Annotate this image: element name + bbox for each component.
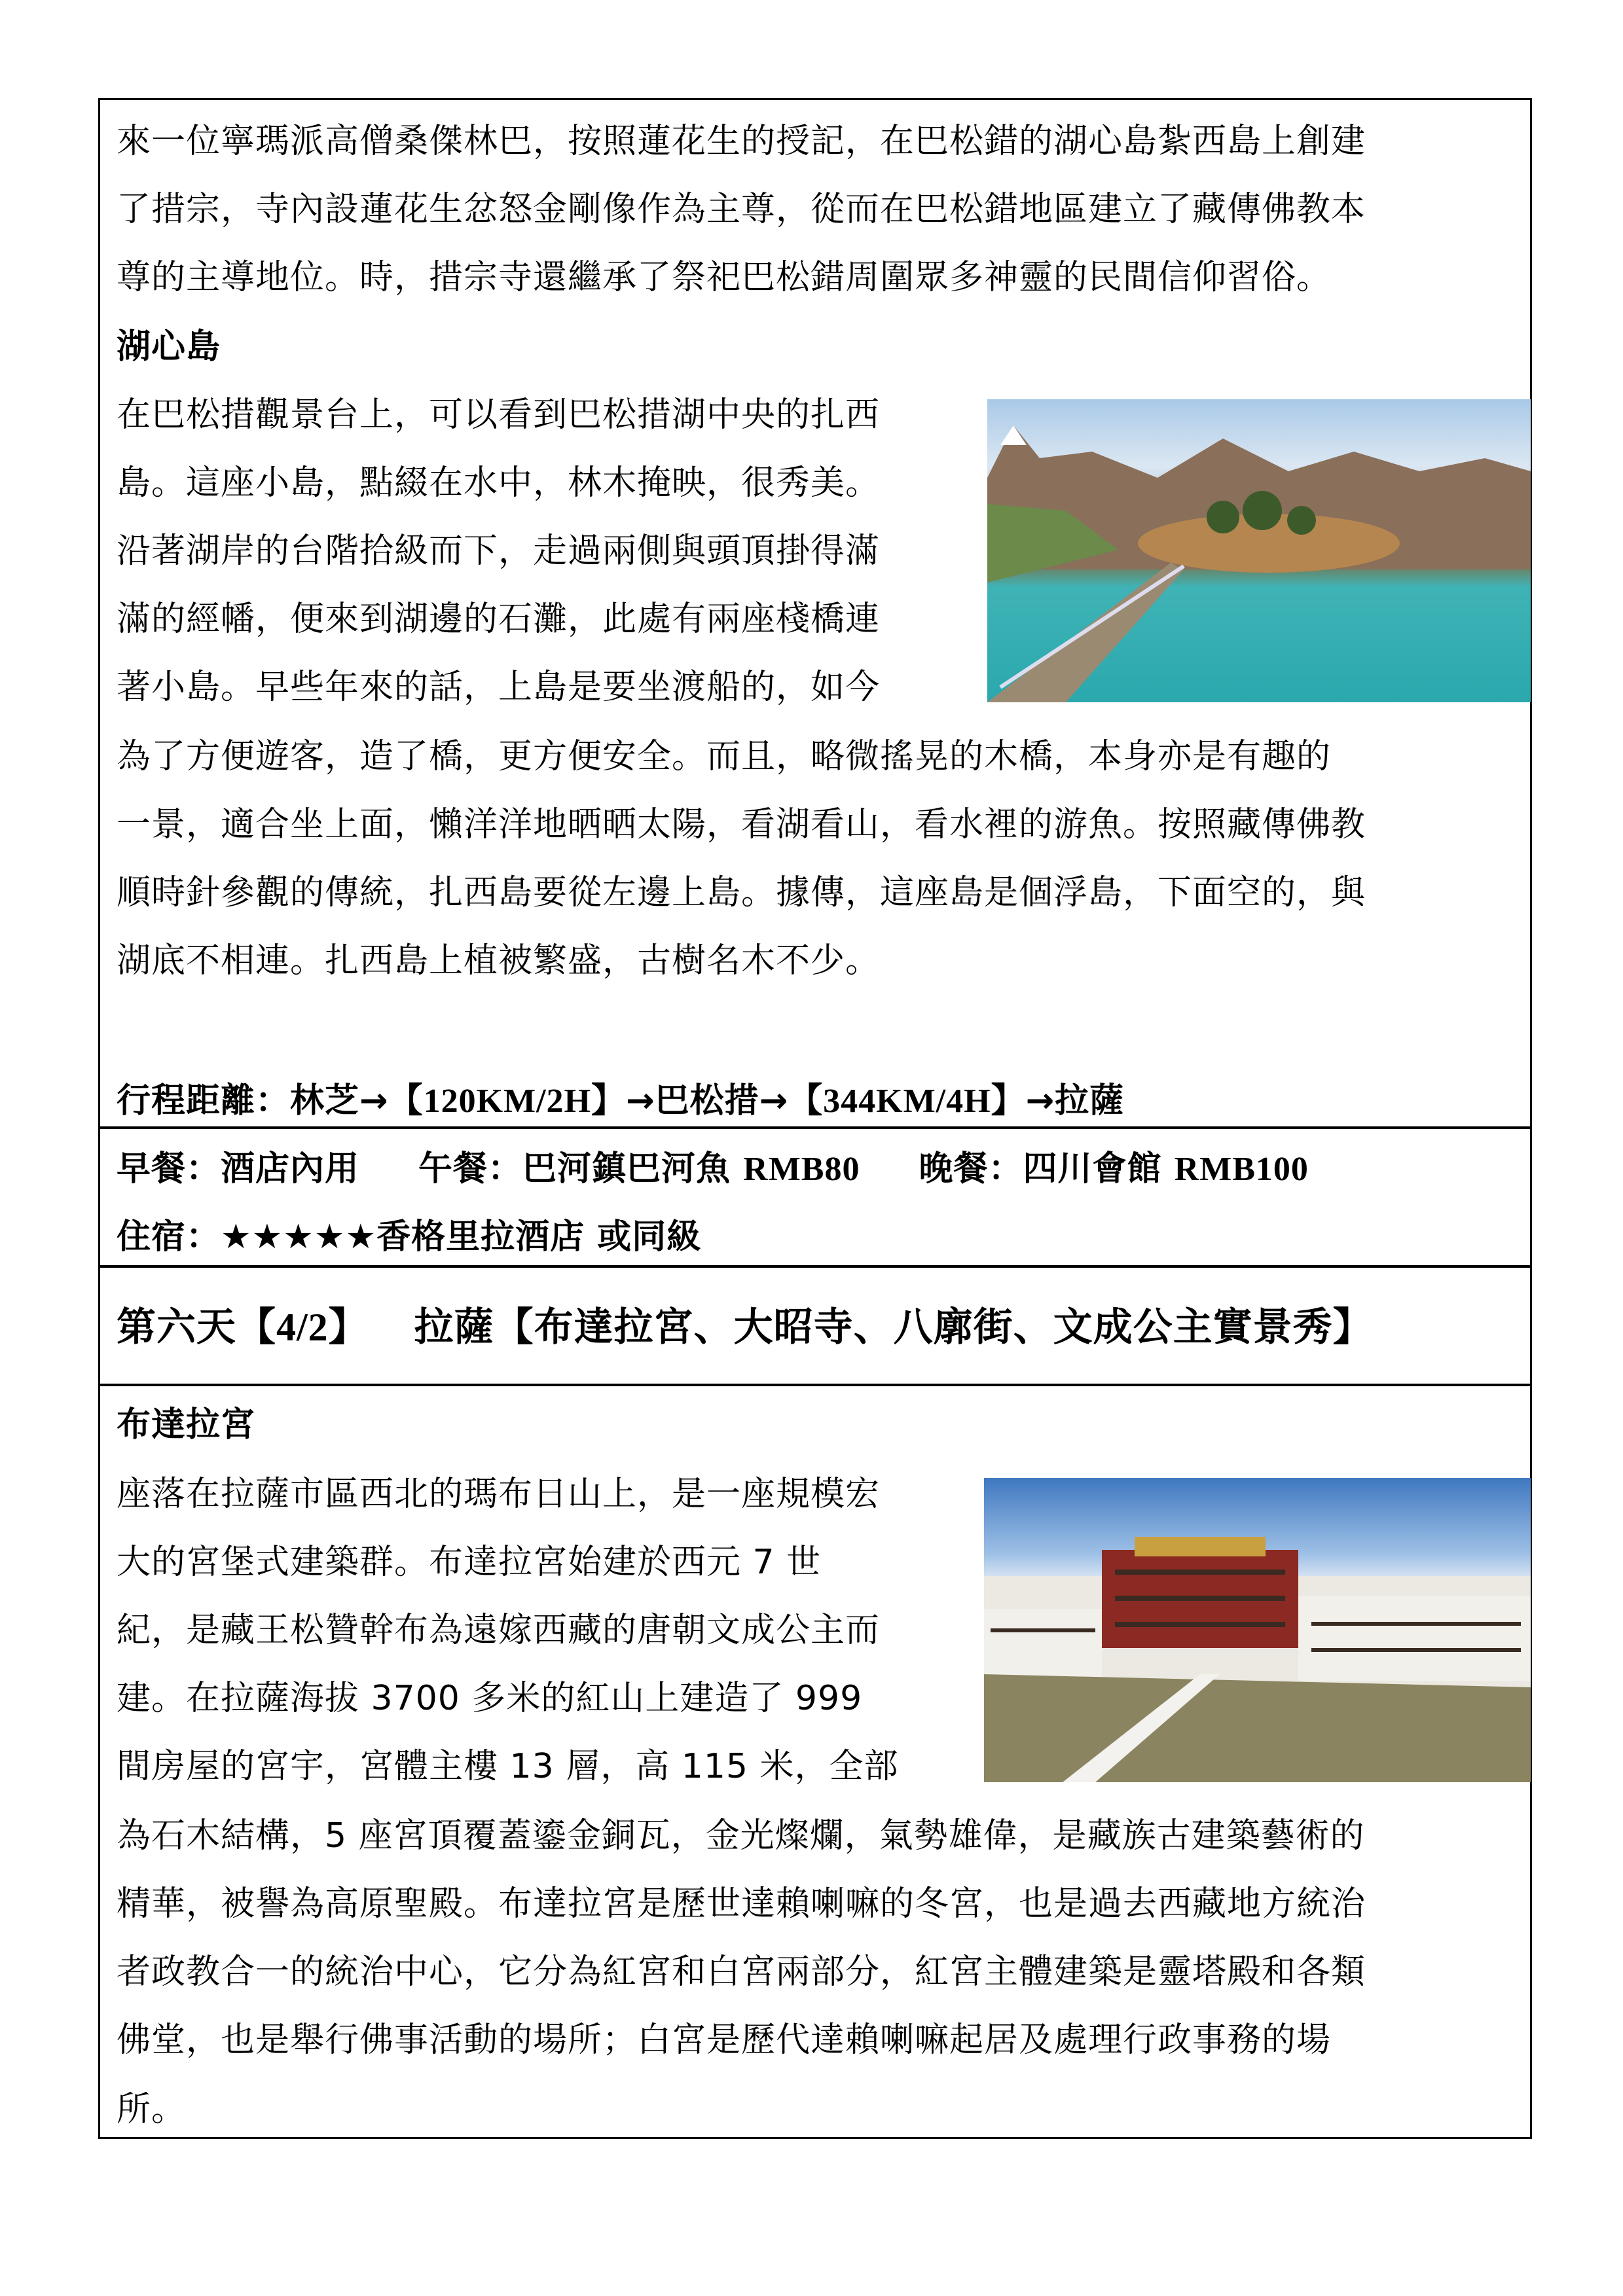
intro-line: 了措宗，寺內設蓮花生忿怒金剛像作為主尊，從而在巴松錯地區建立了藏傳佛教本 — [117, 190, 1366, 229]
dinner-price: RMB100 — [1174, 1151, 1309, 1188]
body-line: 大的宮堡式建築群。布達拉宮始建於西元 7 世 — [117, 1543, 822, 1582]
day-title: 第六天【4/2】 拉薩【布達拉宮、大昭寺、八廓街、文成公主實景秀】 — [117, 1304, 1373, 1350]
body-line: 在巴松措觀景台上，可以看到巴松措湖中央的扎西 — [117, 395, 881, 435]
body-line: 沿著湖岸的台階拾級而下，走過兩側與頭頂掛得滿 — [117, 531, 881, 571]
body-line: 建。在拉薩海拔 3700 多米的紅山上建造了 999 — [117, 1679, 863, 1718]
body-line: 湖底不相連。扎西島上植被繁盛，古樹名木不少。 — [117, 941, 881, 980]
body-line: 島。這座小島，點綴在水中，林木掩映，很秀美。 — [117, 463, 881, 503]
body-line: 一景，適合坐上面，懶洋洋地晒晒太陽，看湖看山，看水裡的游魚。按照藏傳佛教 — [117, 805, 1366, 844]
potala-palace-photo — [984, 1478, 1531, 1782]
divider — [98, 1126, 1532, 1129]
dinner: 晚餐：四川會館 — [919, 1149, 1162, 1189]
divider — [98, 1384, 1532, 1386]
hotel-line: 住宿：★★★★★香格里拉酒店 或同級 — [117, 1217, 702, 1257]
body-line: 間房屋的宮宇，宮體主樓 13 層，高 115 米，全部 — [117, 1747, 899, 1786]
lake-island-photo — [987, 399, 1531, 702]
body-line: 為了方便遊客，造了橋，更方便安全。而且，略微搖晃的木橋，本身亦是有趣的 — [117, 737, 1332, 776]
body-line: 者政教合一的統治中心，它分為紅宮和白宮兩部分，紅宮主體建築是靈塔殿和各類 — [117, 1952, 1366, 1992]
intro-line: 來一位寧瑪派高僧桑傑林巴，按照蓮花生的授記，在巴松錯的湖心島紮西島上創建 — [117, 122, 1366, 161]
section-heading: 布達拉宮 — [117, 1405, 256, 1444]
body-line: 滿的經幡，便來到湖邊的石灘，此處有兩座棧橋連 — [117, 600, 881, 639]
body-line: 精華，被譽為高原聖殿。布達拉宮是歷世達賴喇嘛的冬宮，也是過去西藏地方統治 — [117, 1884, 1366, 1924]
body-line: 所。 — [117, 2090, 187, 2129]
body-line: 順時針參觀的傳統，扎西島要從左邊上島。據傳，這座島是個浮島，下面空的，與 — [117, 873, 1366, 912]
intro-line: 尊的主導地位。時，措宗寺還繼承了祭祀巴松錯周圍眾多神靈的民間信仰習俗。 — [117, 258, 1332, 297]
body-line: 紀，是藏王松贊幹布為遠嫁西藏的唐朝文成公主而 — [117, 1611, 881, 1650]
meals-line — [117, 1148, 1309, 1191]
lunch-price: RMB80 — [743, 1151, 860, 1188]
section-heading: 湖心島 — [117, 327, 221, 367]
body-line: 座落在拉薩市區西北的瑪布日山上，是一座規模宏 — [117, 1475, 881, 1514]
body-line: 佛堂，也是舉行佛事活動的場所；白宮是歷代達賴喇嘛起居及處理行政事務的場 — [117, 2020, 1332, 2060]
breakfast: 早餐：酒店內用 — [117, 1149, 360, 1189]
travel-distance: 行程距離：林芝→【120KM/2H】→巴松措→【344KM/4H】→拉薩 — [117, 1081, 1125, 1121]
divider — [98, 1265, 1532, 1268]
body-line: 著小島。早些年來的話，上島是要坐渡船的，如今 — [117, 668, 881, 707]
body-line: 為石木結構，5 座宮頂覆蓋鎏金銅瓦，金光燦爛，氣勢雄偉，是藏族古建築藝術的 — [117, 1816, 1365, 1856]
lunch: 午餐：巴河鎮巴河魚 — [418, 1149, 731, 1189]
